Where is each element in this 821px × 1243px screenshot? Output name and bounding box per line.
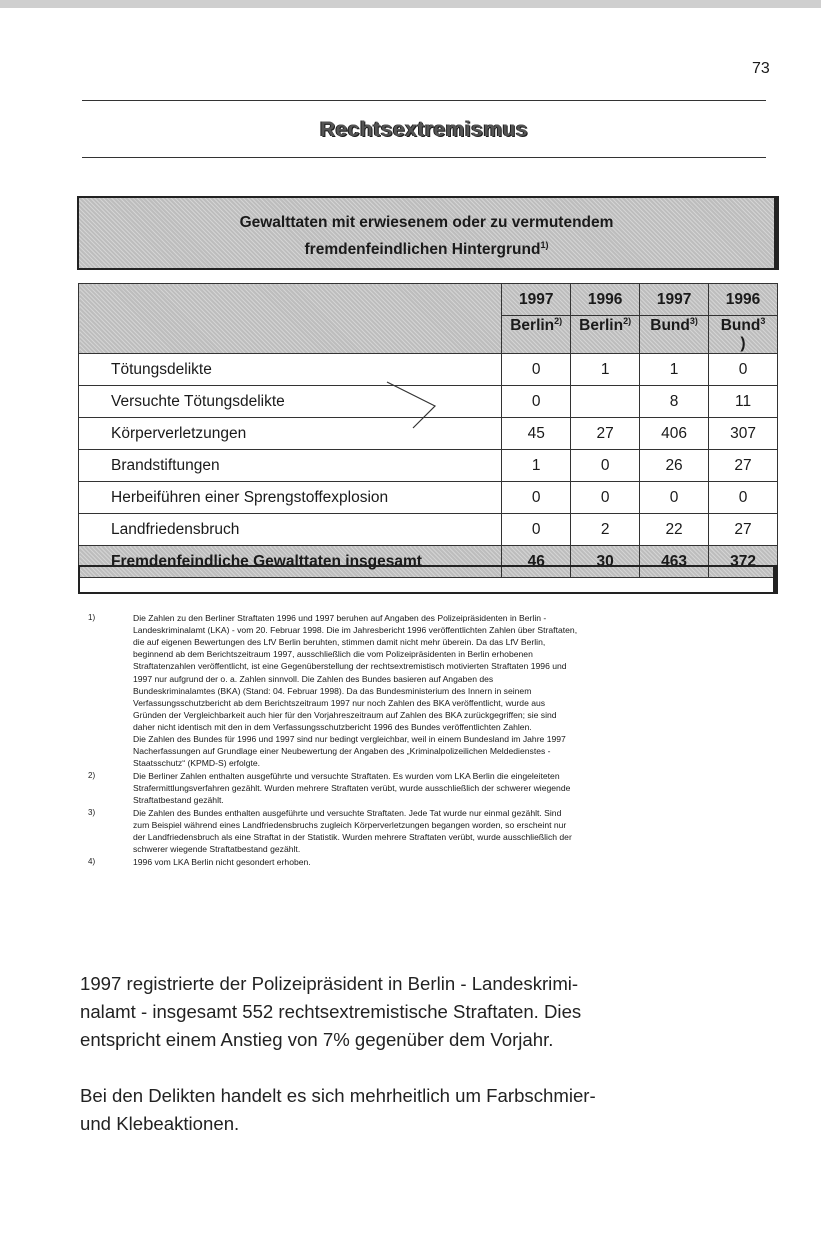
table-cell: 1 (571, 354, 640, 386)
total-cell: 463 (640, 546, 709, 578)
footnote-line: die auf eigenen Bewertungen des LfV Berlin beruhten, stimmen damit nicht mehr überein. Da das LfV Berlin, (133, 637, 546, 648)
table-cell: 8 (640, 386, 709, 418)
footnote-line: Die Zahlen des Bundes für 1996 und 1997 sind nur bedingt vergleichbar, weil in einem Bundesland im Jahre 1997 (133, 734, 566, 744)
table-cell (571, 386, 640, 418)
row-label: Herbeiführen einer Sprengstoffexplosion (79, 482, 502, 514)
statistics-table (78, 283, 778, 578)
paragraph-line: 1997 registrierte der Polizeipräsident in Berlin - Landeskrimi- (80, 973, 579, 994)
total-cell: 30 (571, 546, 640, 578)
page-number: 73 (752, 60, 770, 77)
caption-footnote-ref: 1) (540, 240, 549, 250)
row-label: Landfriedensbruch (79, 514, 502, 546)
table-cell: 0 (502, 482, 571, 514)
footnote-line: Straftatenzahlen veröffentlicht, ist eine Gegenüberstellung der rechtsextremistisch motivierten Straftaten 1996 und (133, 661, 567, 672)
table-cell: 0 (502, 514, 571, 546)
total-label: Fremdenfeindliche Gewalttaten insgesamt (79, 546, 502, 578)
header-corner-cell (79, 284, 502, 354)
table-cell: 27 (709, 514, 778, 546)
table-cell: 307 (709, 418, 778, 450)
footnote-line: Gründen der Vergleichbarkeit auch hier für den Vorjahreszeitraum auf Zahlen des BKA zurückgegriffen; sie sind (133, 709, 557, 720)
footnote-marker: 4) (88, 856, 96, 866)
footnote-line: Strafermittlungsverfahren gezählt. Wurden mehrere Straftaten verübt, wurde ausschließlich der schwerer wiegende (133, 782, 571, 793)
table-cell: 11 (709, 386, 778, 418)
row-label: Versuchte Tötungsdelikte (79, 386, 502, 418)
footnote-line: der Landfriedensbruch als eine Straftat in der Statistik. Wurden mehrere Straftaten verübt, wurde ausschließlich der (133, 831, 572, 842)
footnote-line: Die Berliner Zahlen enthalten ausgeführte und versuchte Straftaten. Es wurden vom LKA Berlin die eingeleiteten (133, 770, 560, 781)
table-cell: 1 (502, 450, 571, 482)
region-header: Bund$^{3)}$ (640, 316, 709, 354)
table-cell: 2 (571, 514, 640, 546)
region-header: Berlin$^{2)}$ (502, 316, 571, 354)
table-cell: 0 (709, 482, 778, 514)
year-header: 1996 (709, 284, 778, 316)
footnote-line: Nacherfassungen auf Grundlage einer Neubewertung der Angaben des „Kriminalpolizeilichen Meldedienstes - (133, 746, 551, 757)
table-cell: 0 (571, 450, 640, 482)
table-caption-line-1: Gewalttaten mit erwiesenem oder zu vermutendem (239, 214, 614, 231)
footnote-line: Die Zahlen zu den Berliner Straftaten 1996 und 1997 beruhen auf Angaben des Polizeipräsidenten in Berlin - (133, 613, 547, 623)
table-header-years (79, 284, 778, 316)
table-cell: 22 (640, 514, 709, 546)
table-cell: 27 (571, 418, 640, 450)
row-label: Körperverletzungen (79, 418, 502, 450)
table-row (79, 450, 778, 482)
footnote-line: Bundeskriminalamtes (BKA) (Stand: 04. Februar 1998). Da das Bundesministerium des Innern in seinem (133, 685, 532, 696)
total-cell: 46 (502, 546, 571, 578)
table-row (79, 514, 778, 546)
table-cell: 1 (640, 354, 709, 386)
region-header: Berlin$^{2)}$ (571, 316, 640, 354)
table-cell: 45 (502, 418, 571, 450)
title-rule-bottom (82, 157, 766, 158)
row-label: Brandstiftungen (79, 450, 502, 482)
paragraph-line: und Klebeaktionen. (80, 1113, 240, 1134)
table-cell: 0 (502, 354, 571, 386)
paragraph-line: entspricht einem Anstieg von 7% gegenüber dem Vorjahr. (80, 1029, 554, 1050)
footnote-line: Die Zahlen des Bundes enthalten ausgeführte und versuchte Straftaten. Jede Tat wurde nur einmal gezählt. Sind (133, 807, 562, 818)
footnote-line: daher nicht identisch mit den in dem Verfassungsschutzbericht 1996 des Bundes veröffentlichten Zahlen. (133, 721, 532, 732)
table-cell: 0 (502, 386, 571, 418)
table-total-row (79, 546, 778, 578)
footnote-line: Verfassungsschutzbericht ab dem Berichtszeitraum 1997 nur noch Zahlen des BKA veröffentlicht, wurde aus (133, 697, 546, 708)
bracket-mark (385, 380, 445, 430)
footnote-line: zum Beispiel während eines Landfriedensbruchs zugleich Körperverletzungen begangen worden, so erscheint nur (133, 819, 567, 830)
footnote-marker: 3) (88, 807, 96, 817)
paragraph-line: nalamt - insgesamt 552 rechtsextremistische Straftaten. Dies (80, 1001, 582, 1022)
footnote-line: Landeskriminalamt (LKA) - vom 20. Februar 1998. Die im Jahresbericht 1996 veröffentlichten Zahlen über Straftaten, (133, 625, 578, 636)
table-caption-line-2: fremdenfeindlichen Hintergrund$^{1)}$ (304, 240, 549, 259)
footnote-marker: 2) (88, 770, 96, 780)
region-header: Bund$^3$ ) (709, 316, 778, 354)
table-row (79, 482, 778, 514)
footnote-line: 1997 nur aufgrund der o. a. Zahlen sinnvoll. Die Zahlen des Bundes basieren auf Angaben des (133, 673, 494, 684)
year-header: 1997 (640, 284, 709, 316)
table-cell: 406 (640, 418, 709, 450)
title-rule-top (82, 100, 766, 101)
footnote-line: Staatsschutz“ (KPMD-S) erfolgte. (133, 758, 261, 769)
paragraph-line: Bei den Delikten handelt es sich mehrheitlich um Farbschmier- (80, 1085, 596, 1106)
table-cell: 0 (571, 482, 640, 514)
table-cell: 26 (640, 450, 709, 482)
footnote-line: 1996 vom LKA Berlin nicht gesondert erhoben. (133, 856, 311, 867)
total-cell: 372 (709, 546, 778, 578)
table-caption-box (77, 196, 779, 270)
footnote-line: schwerer wiegende Straftatbestand gezählt. (133, 843, 301, 854)
footnote-line: Straftatbestand gezählt. (133, 794, 224, 805)
paragraph (80, 1082, 680, 1138)
table-cell: 0 (640, 482, 709, 514)
row-label: Tötungsdelikte (79, 354, 502, 386)
year-header: 1996 (571, 284, 640, 316)
page-title: Rechtsextremismus (319, 118, 529, 141)
footnote-line: beginnend ab dem Berichtszeitraum 1997, ausschließlich die vom Polizeipräsidenten in Berlin erhobenen (133, 649, 533, 660)
table-cell: 0 (709, 354, 778, 386)
paragraph (80, 970, 680, 1054)
table-cell: 27 (709, 450, 778, 482)
footnote-marker: 1) (88, 613, 96, 622)
scan-top-edge (0, 0, 821, 8)
year-header: 1997 (502, 284, 571, 316)
